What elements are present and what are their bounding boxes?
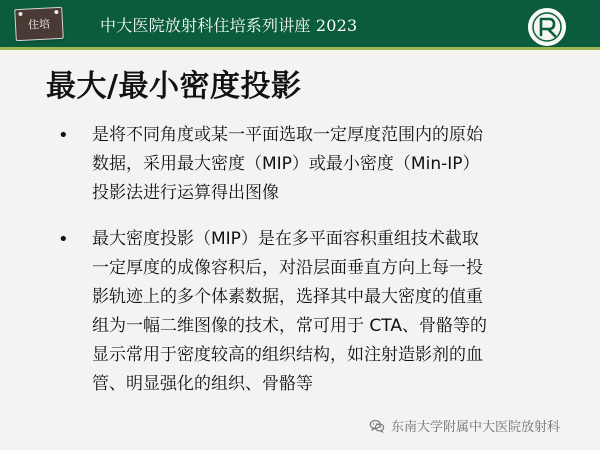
source-watermark <box>369 416 560 435</box>
bullet-line: 投影法进行运算得出图像 <box>92 183 279 203</box>
bullet-line: 显示常用于密度较高的组织结构，如注射造影剂的血 <box>92 345 483 365</box>
course-badge <box>14 7 64 41</box>
bullet-line: 一定厚度的成像容积后，对沿层面垂直方向上每一投 <box>92 258 483 278</box>
watermark-text: 东南大学附属中大医院放射科 <box>391 420 561 435</box>
slide-title: 最大/最小密度投影 <box>46 69 302 104</box>
bullet-dot: • <box>58 125 69 146</box>
bullet-line: 影轨迹上的多个体素数据，选择其中最大密度的值重 <box>92 287 483 307</box>
bullet-line: 是将不同角度或某一平面选取一定厚度范围内的原始 <box>92 125 483 145</box>
bullet-line: 组为一幅二维图像的技术，常可用于 CTA、骨骼等的 <box>92 316 487 336</box>
course-badge-text: 住培 <box>27 17 51 32</box>
bullet-line: 管、明显强化的组织、骨骼等 <box>92 374 313 394</box>
wechat-icon <box>369 418 385 434</box>
bullet-dot: • <box>58 229 69 250</box>
bullet-line: 最大密度投影（MIP）是在多平面容积重组技术截取 <box>92 229 479 249</box>
hospital-logo-icon <box>527 7 567 47</box>
bullet-text <box>92 227 582 401</box>
header-title: 中大医院放射科住培系列讲座 2023 <box>100 16 358 35</box>
slide-header <box>0 0 600 50</box>
bullet-text <box>92 123 582 210</box>
bullet-line: 数据，采用最大密度（MIP）或最小密度（Min-IP） <box>92 154 480 174</box>
